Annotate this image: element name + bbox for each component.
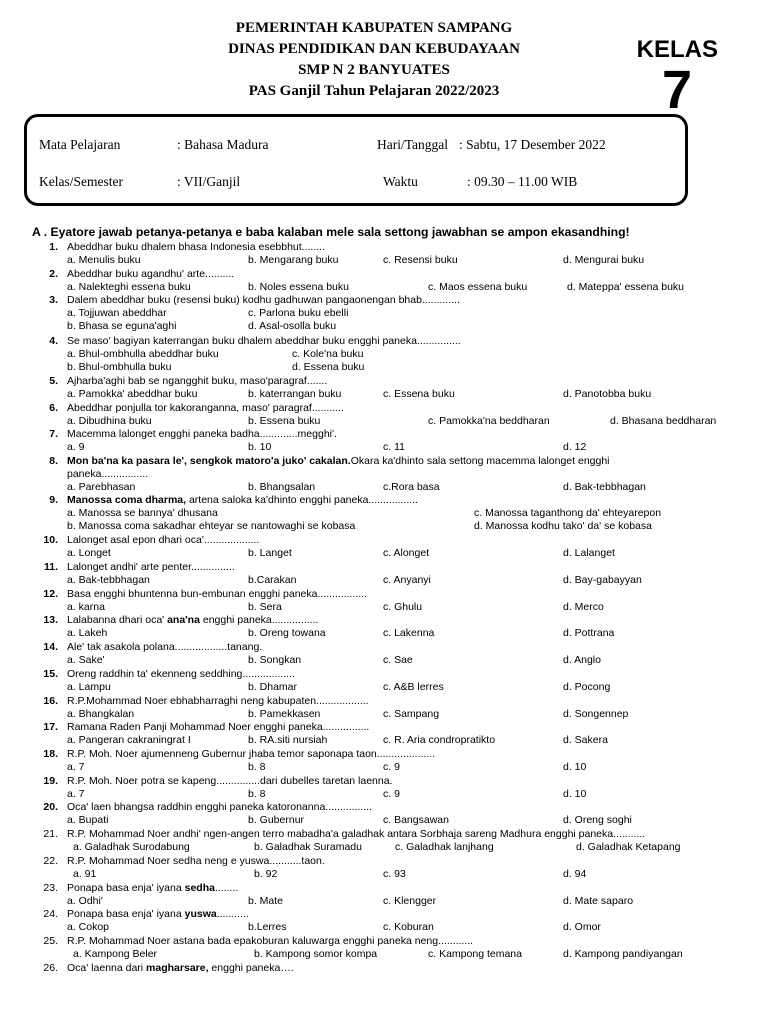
section-a-instruction: A . Eyatore jawab petanya-petanya e baba kalaban mele sala settong jawabhan se ampon ekasandhing!: [32, 225, 630, 239]
answer-option: a. Menulis buku: [67, 254, 141, 266]
question-text: [67, 294, 460, 307]
answer-option: d. Bhasana beddharan: [610, 415, 717, 427]
answer-option: a. Galadhak Surodabung: [73, 841, 190, 853]
question-tail: engghi paneka….: [208, 962, 294, 974]
answer-option: a. karna: [67, 601, 105, 613]
answer-option: a. Bupati: [67, 814, 109, 826]
question-number: 10.: [43, 534, 58, 546]
answer-option: c.Rora basa: [383, 481, 440, 493]
answer-option: a. Lakeh: [67, 627, 108, 639]
question-number: 7.: [49, 428, 58, 440]
date-label: Hari/Tanggal: [377, 137, 449, 152]
answer-option: b. Pamekkasen: [248, 708, 321, 720]
subject-label: Mata Pelajaran: [39, 137, 121, 152]
answer-option: a. 7: [67, 788, 85, 800]
answer-option: d. Panotobba buku: [563, 388, 652, 400]
answer-option: b. Dhamar: [248, 681, 298, 693]
answer-option: c. Sampang: [383, 708, 440, 720]
answer-option: a. Odhi': [67, 895, 103, 907]
answer-option: c. Sae: [383, 654, 413, 666]
question-body: Oreng raddhin ta' ekenneng seddhing..................: [67, 668, 295, 680]
answer-option: d. Oreng soghi: [563, 814, 632, 826]
answer-option: a. Pamokka' abeddhar buku: [67, 388, 198, 400]
question-number: 11.: [43, 561, 58, 573]
question-text: [67, 775, 393, 788]
answer-option: c. Manossa taganthong da' ehteyarepon: [474, 507, 662, 519]
info-row-class: [27, 174, 685, 192]
question-body: R.P. Moh. Noer potra se kapeng...............dari dubelles taretan laenna.: [67, 775, 393, 787]
info-row-subject: [27, 137, 685, 155]
answer-option: b. Sera: [248, 601, 282, 613]
answer-option: a. Manossa se bannya' dhusana: [67, 507, 218, 519]
question-body: Abeddhar buku agandhu' arte..........: [67, 268, 235, 280]
question-number: 16.: [43, 695, 58, 707]
answer-option: b. Bhul-ombhulla buku: [67, 361, 172, 373]
question-body: Macemma lalonget engghi paneka badha.............megghi'.: [67, 428, 337, 440]
question-tail: ........: [214, 882, 239, 894]
class-label: KELAS: [636, 36, 718, 63]
date-value: : Sabtu, 17 Desember 2022: [459, 137, 606, 152]
time-value: : 09.30 – 11.00 WIB: [467, 174, 578, 189]
answer-option: a. Cokop: [67, 921, 110, 933]
question-body: R.P. Moh. Noer ajumenneng Gubernur jhaba temor saponapa taon....................: [67, 748, 436, 760]
answer-option: a. Dibudhina buku: [67, 415, 152, 427]
answer-option: c. 9: [383, 761, 400, 773]
answer-option: b. RA.siti nursiah: [248, 734, 328, 746]
question-keyword: magharsare,: [143, 962, 209, 974]
answer-option: a. Longet: [67, 547, 111, 559]
question-text: [67, 721, 369, 734]
answer-option: a. Tojjuwan abeddhar: [67, 307, 167, 319]
answer-option: d. Songennep: [563, 708, 629, 720]
answer-option: a. Pangeran cakraningrat I: [67, 734, 191, 746]
answer-option: d. Pocong: [563, 681, 611, 693]
answer-option: b. Essena buku: [248, 415, 321, 427]
class-semester-value: : VII/Ganjil: [177, 174, 241, 189]
answer-option: b. Gubernur: [248, 814, 305, 826]
answer-option: d. 94: [563, 868, 587, 880]
question-text: [67, 828, 645, 841]
answer-option: c. Galadhak lanjhang: [395, 841, 494, 853]
answer-option: c. Ghulu: [383, 601, 423, 613]
question-quote: Manossa coma dharma,: [67, 494, 187, 506]
answer-option: d. Kampong pandiyangan: [563, 948, 683, 960]
answer-option: a. Parebhasan: [67, 481, 136, 493]
question-number: 23.: [43, 882, 58, 894]
question-tail: ...........: [216, 908, 249, 920]
answer-option: d. Bak-tebbhagan: [563, 481, 646, 493]
question-number: 22.: [43, 855, 58, 867]
answer-option: a. Bhangkalan: [67, 708, 135, 720]
question-text: [67, 908, 249, 921]
answer-option: b. Oreng towana: [248, 627, 326, 639]
question-text-continued: paneka................: [67, 468, 149, 480]
question-keyword: yuswa: [181, 908, 217, 920]
question-body: Abeddhar buku dhalem bhasa Indonesia esebbhut........: [67, 241, 326, 253]
question-number: 13.: [43, 614, 58, 626]
question-body: artena saloka ka'dhinto engghi paneka.................: [186, 494, 419, 506]
header-exam-title: PAS Ganjil Tahun Pelajaran 2022/2023: [248, 83, 500, 99]
question-keyword: sedha: [181, 882, 215, 894]
answer-option: d. 10: [563, 788, 587, 800]
question-text: [67, 268, 234, 281]
answer-option: c. Anyanyi: [383, 574, 431, 586]
question-number: 12.: [43, 588, 58, 600]
answer-option: c. Maos essena buku: [428, 281, 528, 293]
answer-option: b. Langet: [248, 547, 292, 559]
answer-option: c. 93: [383, 868, 406, 880]
question-text: [67, 641, 262, 654]
answer-option: b. Bhasa se eguna'aghi: [67, 320, 177, 332]
question-text: [67, 935, 473, 948]
answer-option: c. Resensi buku: [383, 254, 458, 266]
question-keyword: ana'na: [164, 614, 203, 626]
question-number: 2.: [49, 268, 58, 280]
question-text: [67, 402, 344, 415]
question-number: 3.: [49, 294, 58, 306]
answer-option: d. Mate saparo: [563, 895, 634, 907]
answer-option: b. katerrangan buku: [248, 388, 342, 400]
question-text: [67, 534, 259, 547]
answer-option: d. Asal-osolla buku: [248, 320, 337, 332]
question-number: 25.: [43, 935, 58, 947]
answer-option: b. 10: [248, 441, 272, 453]
question-body: Oca' laenna dari: [67, 962, 144, 974]
question-number: 14.: [43, 641, 58, 653]
answer-option: a. 7: [67, 761, 85, 773]
question-body: Ale' tak asakola polana..................tanang.: [67, 641, 263, 653]
time-label: Waktu: [383, 174, 418, 189]
question-number: 21.: [43, 828, 58, 840]
question-text: [67, 882, 238, 895]
question-text: [67, 241, 325, 254]
answer-option: b. Kampong somor kompa: [254, 948, 378, 960]
answer-option: a. Sake': [67, 654, 105, 666]
answer-option: d. Mateppa' essena buku: [567, 281, 685, 293]
question-text: [67, 455, 747, 468]
question-body: Dalem abeddhar buku (resensi buku) kodhu gadhuwan pangaonengan bhab.............: [67, 294, 460, 306]
answer-option: b. Mengarang buku: [248, 254, 339, 266]
answer-option: a. 91: [73, 868, 97, 880]
answer-option: d. 12: [563, 441, 587, 453]
answer-option: a. Kampong Beler: [73, 948, 158, 960]
answer-option: b. Bhangsalan: [248, 481, 316, 493]
answer-option: d. Pottrana: [563, 627, 615, 639]
question-body: Lalonget asal epon dhari oca'...................: [67, 534, 260, 546]
question-number: 4.: [49, 335, 58, 347]
question-text: [67, 855, 325, 868]
question-body: Se maso' bagiyan katerrangan buku dhalem abeddhar buku engghi paneka...............: [67, 335, 461, 347]
question-body: Ramana Raden Panji Mohammad Noer engghi paneka................: [67, 721, 370, 733]
answer-option: b. Manossa coma sakadhar ehteyar se nantowaghi se kobasa: [67, 520, 356, 532]
question-number: 19.: [43, 775, 58, 787]
document-header: [150, 18, 598, 102]
answer-option: d. Lalanget: [563, 547, 615, 559]
header-government: PEMERINTAH KABUPATEN SAMPANG: [235, 20, 513, 36]
answer-option: d. Bay-gabayyan: [563, 574, 642, 586]
question-text: [67, 428, 337, 441]
answer-option: c. Kampong temana: [428, 948, 522, 960]
answer-option: b. 8: [248, 761, 266, 773]
question-body: Lalonget andhi' arte penter...............: [67, 561, 235, 573]
question-body: Abeddhar ponjulla tor kakoranganna, maso' paragraf...........: [67, 402, 344, 414]
question-body: Oca' laen bhangsa raddhin engghi paneka katoronanna................: [67, 801, 372, 813]
header-department: DINAS PENDIDIKAN DAN KEBUDAYAAN: [228, 41, 520, 57]
answer-option: d. Essena buku: [292, 361, 365, 373]
question-text: [67, 668, 295, 681]
subject-value: : Bahasa Madura: [177, 137, 269, 152]
answer-option: b. 92: [254, 868, 278, 880]
class-number: 7: [661, 60, 692, 120]
question-text: [67, 614, 318, 627]
question-body: Ponapa basa enja' iyana: [67, 882, 182, 894]
question-number: 9.: [49, 494, 58, 506]
answer-option: b. 8: [248, 788, 266, 800]
question-number: 26.: [43, 962, 58, 974]
answer-option: d. Sakera: [563, 734, 608, 746]
question-number: 20.: [43, 801, 58, 813]
question-number: 15.: [43, 668, 58, 680]
question-text: [67, 335, 461, 348]
question-text: [67, 494, 418, 507]
question-number: 5.: [49, 375, 58, 387]
answer-option: c. Koburan: [383, 921, 434, 933]
class-semester-label: Kelas/Semester: [39, 174, 123, 189]
question-body: R.P.Mohammad Noer ebhabharraghi neng kabupaten..................: [67, 695, 369, 707]
answer-option: b.Lerres: [248, 921, 287, 933]
question-number: 8.: [49, 455, 58, 467]
answer-option: c. Essena buku: [383, 388, 455, 400]
question-number: 24.: [43, 908, 58, 920]
question-body: R.P. Mohammad Noer astana bada epakoburan kaluwarga engghi paneka neng............: [67, 935, 474, 947]
question-text: [67, 561, 235, 574]
question-quote: Mon ba'na ka pasara le', sengkok matoro'a juko' cakalan.: [67, 455, 351, 467]
exam-info-box: [24, 114, 688, 206]
answer-option: b. Mate: [248, 895, 284, 907]
answer-option: d. Galadhak Ketapang: [576, 841, 681, 853]
answer-option: c. Parlona buku ebelli: [248, 307, 349, 319]
question-number: 6.: [49, 402, 58, 414]
question-body: Ponapa basa enja' iyana: [67, 908, 182, 920]
answer-option: c. R. Aria condropratikto: [383, 734, 496, 746]
answer-option: c. Bangsawan: [383, 814, 449, 826]
answer-option: a. Lampu: [67, 681, 111, 693]
answer-option: a. 9: [67, 441, 85, 453]
question-number: 18.: [43, 748, 58, 760]
header-school: SMP N 2 BANYUATES: [298, 62, 450, 78]
question-body: Basa engghi bhuntenna bun-embunan engghi paneka.................: [67, 588, 368, 600]
question-text: [67, 588, 367, 601]
answer-option: b. Galadhak Suramadu: [254, 841, 362, 853]
answer-option: c. Pamokka'na beddharan: [428, 415, 550, 427]
answer-option: d. Merco: [563, 601, 604, 613]
answer-option: c. Lakenna: [383, 627, 435, 639]
question-body: Okara ka'dhinto sala settong macemma lalonget engghi: [350, 455, 610, 467]
answer-option: a. Bhul-ombhulla abeddhar buku: [67, 348, 219, 360]
answer-option: b.Carakan: [248, 574, 297, 586]
question-text: [67, 962, 294, 975]
question-tail: engghi paneka................: [202, 614, 319, 626]
question-text: [67, 748, 435, 761]
answer-option: d. Anglo: [563, 654, 601, 666]
answer-option: c. 9: [383, 788, 400, 800]
answer-option: b. Songkan: [248, 654, 302, 666]
answer-option: d. Omor: [563, 921, 601, 933]
question-number: 17.: [43, 721, 58, 733]
question-body: R.P. Mohammad Noer andhi' ngen-angen terro mabadha'a galadhak antara Sorbhaja sareng Madhura engghi paneka...........: [67, 828, 646, 840]
answer-option: d. 10: [563, 761, 587, 773]
answer-option: d. Manossa kodhu tako' da' se kobasa: [474, 520, 652, 532]
question-number: 1.: [49, 241, 58, 253]
question-text: [67, 375, 327, 388]
question-body: R.P. Mohammad Noer sedha neng e yuswa...........taon.: [67, 855, 325, 867]
answer-option: c. Klengger: [383, 895, 437, 907]
answer-option: b. Noles essena buku: [248, 281, 349, 293]
question-text: [67, 801, 372, 814]
answer-option: a. Nalekteghi essena buku: [67, 281, 191, 293]
answer-option: d. Mengurai buku: [563, 254, 645, 266]
answer-option: c. Kole'na buku: [292, 348, 364, 360]
answer-option: c. Alonget: [383, 547, 430, 559]
question-body: Ajharba'aghi bab se ngangghit buku, maso'paragraf.......: [67, 375, 328, 387]
question-text: [67, 695, 369, 708]
answer-option: a. Bak-tebbhagan: [67, 574, 150, 586]
answer-option: c. 11: [383, 441, 405, 453]
answer-option: c. A&B lerres: [383, 681, 444, 693]
question-body: Lalabanna dhari oca': [67, 614, 165, 626]
